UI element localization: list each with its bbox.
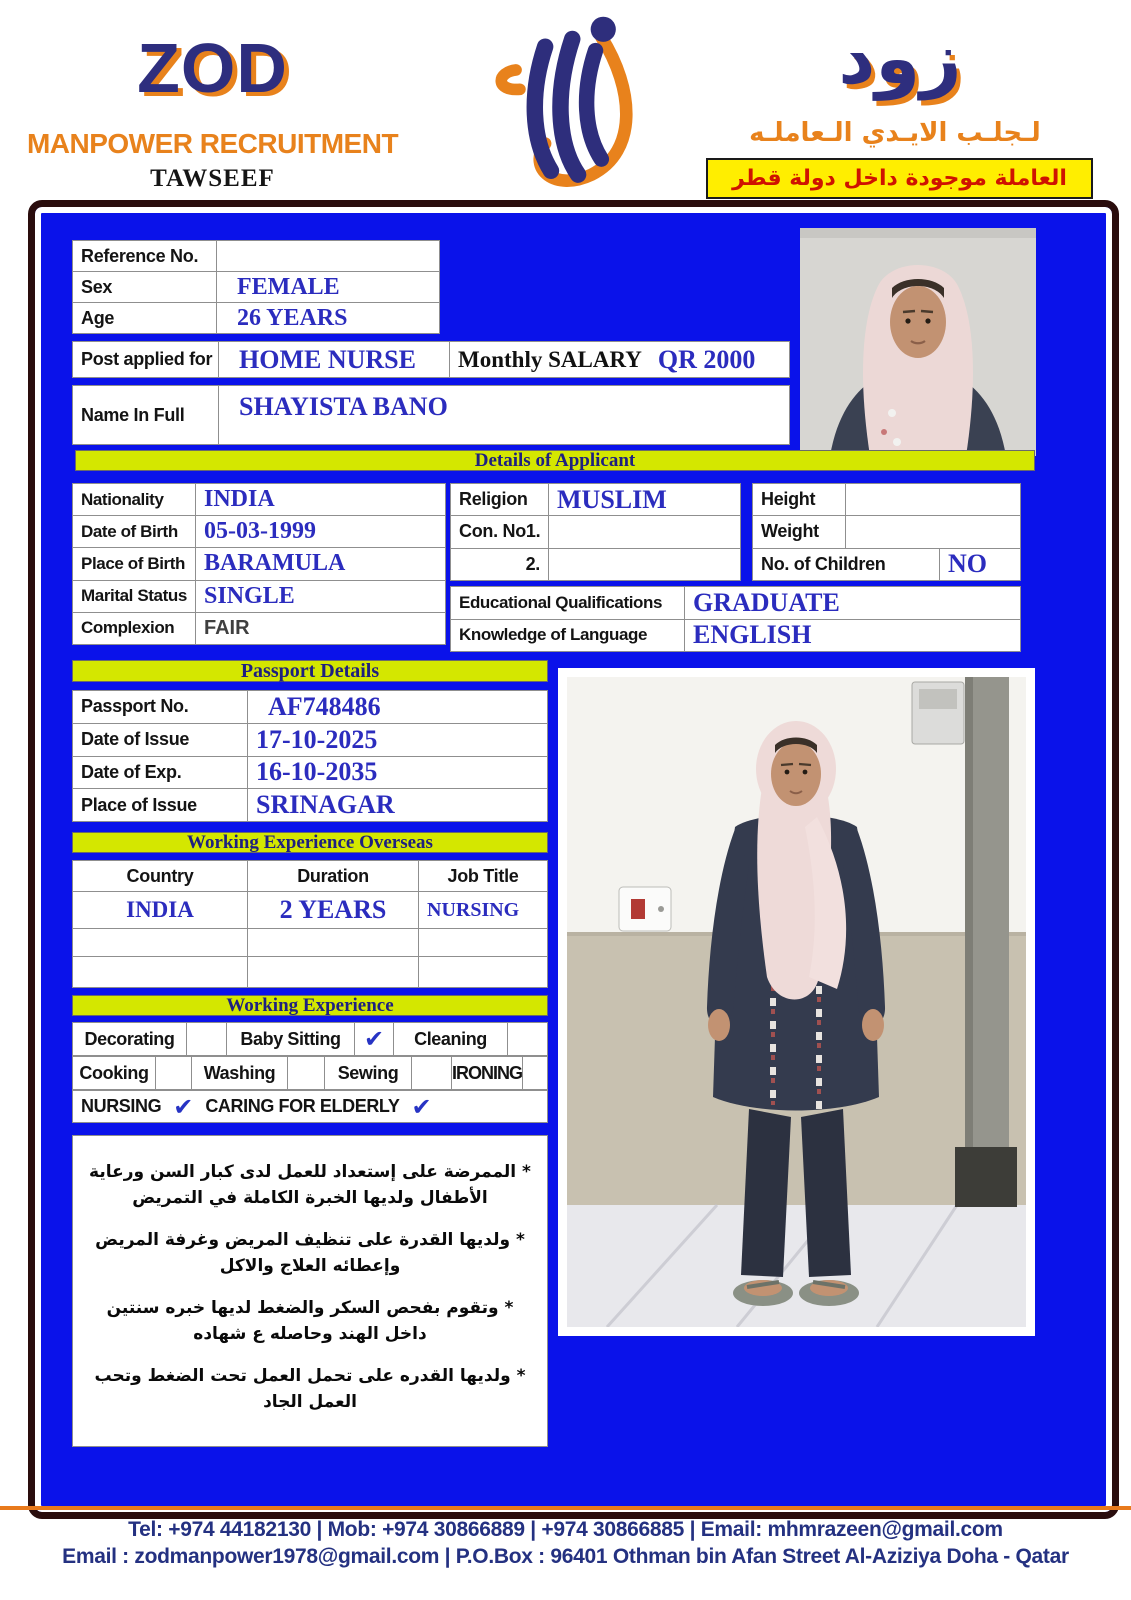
weight-value [846,516,1020,547]
children-value: NO [940,549,1020,580]
dob-value: 05-03-1999 [196,516,445,547]
overseas-table [72,860,548,988]
skills-row-1 [72,1022,548,1056]
note-item: * ولديها القدرة على تنظيف المريض وغرفة المريض وإعطائه العلاج والاكل [95,1230,525,1276]
dob-label: Date of Birth [73,516,195,547]
skill-cleaning-checkbox [508,1023,547,1055]
applicant-portrait-photo [800,228,1036,456]
age-label: Age [73,303,216,333]
skills-row-3 [72,1090,548,1123]
job-title-column-header: Job Title [419,861,547,891]
overseas-empty-cell [248,929,418,956]
age-value: 26 YEARS [217,303,439,333]
issue-date-value: 17-10-2025 [248,724,547,756]
marital-label: Marital Status [73,581,195,612]
height-value [846,484,1020,515]
passport-table [72,690,548,822]
arabic-notes [72,1135,548,1447]
language-value: ENGLISH [685,620,1020,652]
details-section-header: Details of Applicant [75,450,1035,471]
religion-value: MUSLIM [549,484,740,515]
post-value: HOME NURSE [219,342,449,377]
post-salary-row [72,341,790,378]
overseas-job: NURSING [419,892,547,928]
salary-cell [450,342,789,377]
passport-no-label: Passport No. [73,691,247,723]
company-logo-text: ZOD [137,29,288,107]
passport-section-header: Passport Details [72,660,548,682]
pob-value: BARAMULA [196,548,445,579]
overseas-empty-cell [73,929,247,956]
contact1-label: Con. No1. [451,516,548,547]
company-subtitle-arabic: لـجلـب الايـدي الـعاملـه [749,118,1041,148]
education-value: GRADUATE [685,587,1020,619]
applicant-full-photo [558,668,1035,1336]
children-label: No. of Children [753,549,939,580]
duration-column-header: Duration [248,861,418,891]
skill-ironing-label: IRONING [452,1057,522,1089]
skill-baby-sitting-checkbox: ✔ [355,1023,393,1055]
skill-sewing-checkbox [412,1057,451,1089]
height-label: Height [753,484,845,515]
skill-washing-checkbox [288,1057,324,1089]
sex-value: FEMALE [217,272,439,302]
issue-place-value: SRINAGAR [248,789,547,821]
company-logo-text-arabic: زود [838,16,962,100]
marital-value: SINGLE [196,581,445,612]
overseas-country: INDIA [73,892,247,928]
name-label: Name In Full [73,386,218,444]
skill-nursing-checkbox: ✔ [173,1092,194,1121]
availability-banner: العاملة موجودة داخل دولة قطر [706,158,1093,199]
footer-contact-line-1: Tel: +974 44182130 | Mob: +974 30866889 | +974 30866885 | Email: mhmrazeen@gmail.com [128,1518,1003,1541]
nationality-value: INDIA [196,484,445,515]
experience-section-header: Working Experience [72,995,548,1016]
skill-cleaning-label: Cleaning [394,1023,507,1055]
overseas-empty-cell [73,957,247,987]
skill-cooking-checkbox [156,1057,191,1089]
skill-caring-checkbox: ✔ [411,1092,432,1121]
name-value: SHAYISTA BANO [219,386,789,444]
education-label: Educational Qualifications [451,587,684,619]
skill-baby-sitting-label: Baby Sitting [227,1023,354,1055]
sex-label: Sex [73,272,216,302]
skill-decorating-checkbox [187,1023,226,1055]
nationality-label: Nationality [73,484,195,515]
reference-label: Reference No. [73,241,216,271]
skill-caring-label: CARING FOR ELDERLY [205,1096,400,1116]
skill-nursing-label: NURSING [81,1096,162,1116]
pob-label: Place of Birth [73,548,195,579]
skill-ironing-checkbox [523,1057,547,1089]
overseas-section-header: Working Experience Overseas [72,832,548,853]
overseas-duration: 2 YEARS [248,892,418,928]
religion-contact-table [450,483,741,581]
complexion-value: FAIR [196,613,445,644]
physical-table [752,483,1021,581]
skill-decorating-label: Decorating [73,1023,186,1055]
company-subtitle: MANPOWER RECRUITMENT [26,128,399,159]
contact2-value [549,549,740,580]
language-label: Knowledge of Language [451,620,684,652]
company-tagline: TAWSEEF [150,165,275,192]
contact2-label: 2. [451,549,548,580]
expiry-date-value: 16-10-2035 [248,757,547,789]
details-left-table [72,483,446,645]
country-column-header: Country [73,861,247,891]
company-emblem-icon [487,6,642,194]
skill-washing-label: Washing [192,1057,287,1089]
footer-contact-line-2: Email : zodmanpower1978@gmail.com | P.O.Box : 96401 Othman bin Afan Street Al-Aziziya Doha - Qatar [62,1545,1069,1568]
salary-value: QR 2000 [657,344,756,374]
document-frame [28,200,1119,1519]
reference-value [217,241,439,271]
religion-label: Religion [451,484,548,515]
overseas-empty-cell [419,957,547,987]
issue-place-label: Place of Issue [73,789,247,821]
note-item: * وتقوم بفحص السكر والضغط لديها خبره سنتين داخل الهند وحاصله ع شهاده [106,1298,514,1344]
education-table [450,586,1021,652]
basic-info-table [72,240,440,334]
note-item: * ولديها القدره على تحمل العمل تحت الضغط وتحب العمل الجاد [94,1366,526,1412]
post-label: Post applied for [73,342,218,377]
salary-label: Monthly SALARY [458,346,642,372]
contact1-value [549,516,740,547]
skill-cooking-label: Cooking [73,1057,155,1089]
name-row [72,385,790,445]
passport-no-value: AF748486 [248,691,547,723]
issue-date-label: Date of Issue [73,724,247,756]
skill-sewing-label: Sewing [325,1057,411,1089]
weight-label: Weight [753,516,845,547]
overseas-empty-cell [248,957,418,987]
footer-divider [0,1506,1131,1510]
overseas-empty-cell [419,929,547,956]
skills-row-2 [72,1056,548,1090]
note-item: * الممرضة على إستعداد للعمل لدى كبار السن ورعاية الأطفال ولديها الخبرة الكاملة في التمريض [89,1162,531,1208]
expiry-date-label: Date of Exp. [73,757,247,789]
complexion-label: Complexion [73,613,195,644]
